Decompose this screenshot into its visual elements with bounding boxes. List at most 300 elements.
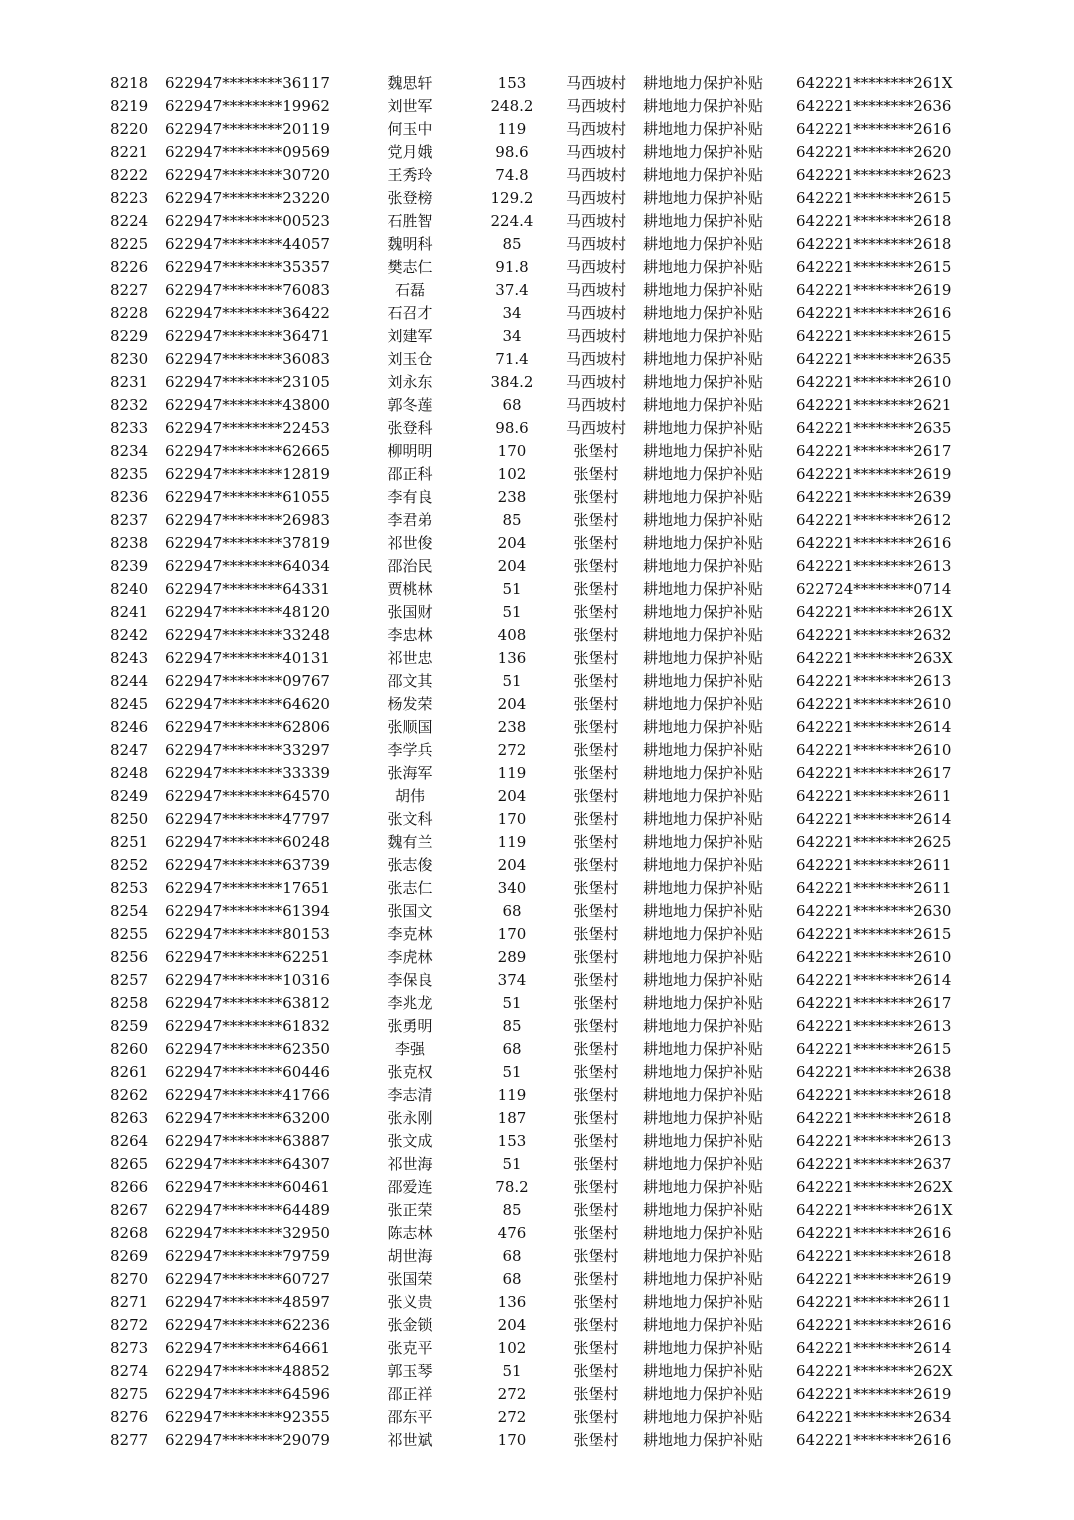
row-number: 8235 xyxy=(110,465,149,483)
person-name: 张克权 xyxy=(387,1063,433,1081)
id-number: 642221********2635 xyxy=(796,350,952,368)
account-number: 622947********32950 xyxy=(165,1224,330,1242)
row-number: 8233 xyxy=(110,419,149,437)
row-number: 8237 xyxy=(110,511,149,529)
village-name: 马西坡村 xyxy=(565,396,626,414)
subsidy-type: 耕地地力保护补贴 xyxy=(643,1201,764,1219)
subsidy-type: 耕地地力保护补贴 xyxy=(643,534,764,552)
id-number: 642221********2611 xyxy=(796,856,952,874)
village-name: 张堡村 xyxy=(573,488,619,506)
account-number: 622947********09569 xyxy=(165,143,330,161)
person-name: 李忠林 xyxy=(387,626,433,644)
account-number: 622947********64331 xyxy=(165,580,330,598)
table-row xyxy=(0,831,1074,854)
table-row xyxy=(0,1360,1074,1383)
village-name: 张堡村 xyxy=(573,1155,619,1173)
subsidy-type: 耕地地力保护补贴 xyxy=(643,695,764,713)
person-name: 王秀玲 xyxy=(387,166,433,184)
subsidy-amount: 384.2 xyxy=(490,373,534,391)
subsidy-amount: 68 xyxy=(502,902,522,920)
row-number: 8276 xyxy=(110,1408,149,1426)
subsidy-type: 耕地地力保护补贴 xyxy=(643,511,764,529)
subsidy-type: 耕地地力保护补贴 xyxy=(643,580,764,598)
row-number: 8244 xyxy=(110,672,149,690)
subsidy-amount: 170 xyxy=(497,925,527,943)
id-number: 642221********2616 xyxy=(796,1224,952,1242)
table-row xyxy=(0,1084,1074,1107)
subsidy-type: 耕地地力保护补贴 xyxy=(643,787,764,805)
subsidy-amount: 289 xyxy=(497,948,527,966)
person-name: 魏有兰 xyxy=(387,833,433,851)
subsidy-amount: 51 xyxy=(502,672,522,690)
subsidy-type: 耕地地力保护补贴 xyxy=(643,235,764,253)
id-number: 642221********262X xyxy=(796,1178,953,1196)
subsidy-amount: 187 xyxy=(497,1109,527,1127)
subsidy-amount: 98.6 xyxy=(495,143,529,161)
account-number: 622947********60727 xyxy=(165,1270,330,1288)
subsidy-amount: 170 xyxy=(497,810,527,828)
village-name: 张堡村 xyxy=(573,1431,619,1449)
id-number: 642221********2613 xyxy=(796,1132,952,1150)
id-number: 642221********2619 xyxy=(796,465,952,483)
village-name: 马西坡村 xyxy=(565,373,626,391)
id-number: 642221********2618 xyxy=(796,1109,952,1127)
person-name: 何玉中 xyxy=(387,120,433,138)
subsidy-type: 耕地地力保护补贴 xyxy=(643,741,764,759)
row-number: 8218 xyxy=(110,74,149,92)
subsidy-amount: 85 xyxy=(502,235,522,253)
id-number: 642221********2612 xyxy=(796,511,952,529)
table-row xyxy=(0,1222,1074,1245)
account-number: 622947********61055 xyxy=(165,488,330,506)
subsidy-amount: 102 xyxy=(497,1339,527,1357)
account-number: 622947********22453 xyxy=(165,419,330,437)
account-number: 622947********36083 xyxy=(165,350,330,368)
subsidy-type: 耕地地力保护补贴 xyxy=(643,1040,764,1058)
table-row xyxy=(0,1291,1074,1314)
subsidy-amount: 476 xyxy=(497,1224,527,1242)
subsidy-type: 耕地地力保护补贴 xyxy=(643,350,764,368)
subsidy-type: 耕地地力保护补贴 xyxy=(643,856,764,874)
person-name: 张勇明 xyxy=(387,1017,433,1035)
table-row xyxy=(0,302,1074,325)
account-number: 622947********92355 xyxy=(165,1408,330,1426)
table-row xyxy=(0,716,1074,739)
village-name: 张堡村 xyxy=(573,810,619,828)
subsidy-type: 耕地地力保护补贴 xyxy=(643,97,764,115)
id-number: 642221********2625 xyxy=(796,833,952,851)
row-number: 8261 xyxy=(110,1063,149,1081)
subsidy-amount: 34 xyxy=(502,304,522,322)
subsidy-amount: 34 xyxy=(502,327,522,345)
person-name: 张金锁 xyxy=(387,1316,433,1334)
subsidy-amount: 85 xyxy=(502,1201,522,1219)
subsidy-type: 耕地地力保护补贴 xyxy=(643,281,764,299)
person-name: 郭冬莲 xyxy=(387,396,433,414)
table-row xyxy=(0,785,1074,808)
subsidy-amount: 119 xyxy=(497,120,527,138)
table-row xyxy=(0,348,1074,371)
subsidy-amount: 170 xyxy=(497,442,527,460)
person-name: 邵正祥 xyxy=(387,1385,433,1403)
person-name: 李学兵 xyxy=(387,741,433,759)
table-row xyxy=(0,394,1074,417)
subsidy-amount: 37.4 xyxy=(495,281,529,299)
id-number: 642221********2630 xyxy=(796,902,952,920)
village-name: 马西坡村 xyxy=(565,350,626,368)
account-number: 622947********63200 xyxy=(165,1109,330,1127)
id-number: 642221********2636 xyxy=(796,97,952,115)
row-number: 8274 xyxy=(110,1362,149,1380)
village-name: 张堡村 xyxy=(573,1316,619,1334)
village-name: 马西坡村 xyxy=(565,419,626,437)
row-number: 8248 xyxy=(110,764,149,782)
village-name: 张堡村 xyxy=(573,879,619,897)
table-row xyxy=(0,1107,1074,1130)
village-name: 张堡村 xyxy=(573,1063,619,1081)
id-number: 642221********2615 xyxy=(796,189,952,207)
table-row xyxy=(0,1130,1074,1153)
subsidy-amount: 68 xyxy=(502,396,522,414)
subsidy-type: 耕地地力保护补贴 xyxy=(643,557,764,575)
village-name: 张堡村 xyxy=(573,718,619,736)
table-row xyxy=(0,969,1074,992)
subsidy-amount: 170 xyxy=(497,1431,527,1449)
row-number: 8257 xyxy=(110,971,149,989)
table-row xyxy=(0,578,1074,601)
subsidy-amount: 85 xyxy=(502,511,522,529)
person-name: 樊志仁 xyxy=(387,258,433,276)
person-name: 李克林 xyxy=(387,925,433,943)
person-name: 刘玉仓 xyxy=(387,350,433,368)
person-name: 石召才 xyxy=(387,304,433,322)
row-number: 8220 xyxy=(110,120,149,138)
account-number: 622947********62665 xyxy=(165,442,330,460)
id-number: 642221********2617 xyxy=(796,764,952,782)
id-number: 642221********2637 xyxy=(796,1155,952,1173)
subsidy-type: 耕地地力保护补贴 xyxy=(643,419,764,437)
subsidy-amount: 408 xyxy=(497,626,527,644)
village-name: 张堡村 xyxy=(573,1385,619,1403)
id-number: 642221********2616 xyxy=(796,1316,952,1334)
person-name: 张国荣 xyxy=(387,1270,433,1288)
table-row xyxy=(0,1337,1074,1360)
id-number: 642221********2618 xyxy=(796,212,952,230)
subsidy-type: 耕地地力保护补贴 xyxy=(643,1224,764,1242)
subsidy-type: 耕地地力保护补贴 xyxy=(643,1086,764,1104)
subsidy-amount: 119 xyxy=(497,764,527,782)
village-name: 马西坡村 xyxy=(565,212,626,230)
subsidy-type: 耕地地力保护补贴 xyxy=(643,442,764,460)
village-name: 张堡村 xyxy=(573,557,619,575)
table-row xyxy=(0,555,1074,578)
subsidy-amount: 136 xyxy=(497,1293,527,1311)
table-row xyxy=(0,486,1074,509)
table-row xyxy=(0,210,1074,233)
subsidy-type: 耕地地力保护补贴 xyxy=(643,1155,764,1173)
account-number: 622947********63812 xyxy=(165,994,330,1012)
person-name: 李保良 xyxy=(387,971,433,989)
table-row xyxy=(0,1268,1074,1291)
village-name: 张堡村 xyxy=(573,1339,619,1357)
person-name: 祁世斌 xyxy=(387,1431,433,1449)
village-name: 张堡村 xyxy=(573,787,619,805)
row-number: 8242 xyxy=(110,626,149,644)
subsidy-type: 耕地地力保护补贴 xyxy=(643,373,764,391)
account-number: 622947********23220 xyxy=(165,189,330,207)
id-number: 642221********2634 xyxy=(796,1408,952,1426)
subsidy-amount: 129.2 xyxy=(490,189,534,207)
subsidy-type: 耕地地力保护补贴 xyxy=(643,396,764,414)
table-row xyxy=(0,279,1074,302)
table-row xyxy=(0,762,1074,785)
subsidy-amount: 119 xyxy=(497,833,527,851)
person-name: 李虎林 xyxy=(387,948,433,966)
person-name: 张志俊 xyxy=(387,856,433,874)
table-row xyxy=(0,992,1074,1015)
subsidy-amount: 51 xyxy=(502,580,522,598)
village-name: 马西坡村 xyxy=(565,74,626,92)
account-number: 622947********64596 xyxy=(165,1385,330,1403)
table-row xyxy=(0,1153,1074,1176)
subsidy-type: 耕地地力保护补贴 xyxy=(643,1109,764,1127)
table-row xyxy=(0,923,1074,946)
village-name: 张堡村 xyxy=(573,1040,619,1058)
village-name: 张堡村 xyxy=(573,442,619,460)
table-row xyxy=(0,440,1074,463)
subsidy-amount: 68 xyxy=(502,1040,522,1058)
village-name: 张堡村 xyxy=(573,511,619,529)
id-number: 622724********0714 xyxy=(796,580,952,598)
subsidy-amount: 78.2 xyxy=(495,1178,529,1196)
subsidy-amount: 340 xyxy=(497,879,527,897)
table-row xyxy=(0,808,1074,831)
person-name: 刘永东 xyxy=(387,373,433,391)
subsidy-amount: 68 xyxy=(502,1247,522,1265)
person-name: 魏思轩 xyxy=(387,74,433,92)
subsidy-type: 耕地地力保护补贴 xyxy=(643,1017,764,1035)
person-name: 郭玉琴 xyxy=(387,1362,433,1380)
subsidy-amount: 119 xyxy=(497,1086,527,1104)
id-number: 642221********2617 xyxy=(796,994,952,1012)
row-number: 8266 xyxy=(110,1178,149,1196)
account-number: 622947********33297 xyxy=(165,741,330,759)
person-name: 李君弟 xyxy=(387,511,433,529)
person-name: 祁世海 xyxy=(387,1155,433,1173)
table-row xyxy=(0,164,1074,187)
table-row xyxy=(0,877,1074,900)
row-number: 8259 xyxy=(110,1017,149,1035)
id-number: 642221********2611 xyxy=(796,879,952,897)
village-name: 马西坡村 xyxy=(565,304,626,322)
id-number: 642221********2623 xyxy=(796,166,952,184)
row-number: 8247 xyxy=(110,741,149,759)
village-name: 张堡村 xyxy=(573,925,619,943)
subsidy-amount: 51 xyxy=(502,603,522,621)
village-name: 张堡村 xyxy=(573,649,619,667)
person-name: 陈志林 xyxy=(387,1224,433,1242)
row-number: 8272 xyxy=(110,1316,149,1334)
subsidy-amount: 51 xyxy=(502,1063,522,1081)
subsidy-type: 耕地地力保护补贴 xyxy=(643,488,764,506)
subsidy-table xyxy=(0,72,1074,1452)
row-number: 8225 xyxy=(110,235,149,253)
subsidy-amount: 51 xyxy=(502,994,522,1012)
person-name: 张国文 xyxy=(387,902,433,920)
village-name: 张堡村 xyxy=(573,1132,619,1150)
id-number: 642221********262X xyxy=(796,1362,953,1380)
village-name: 张堡村 xyxy=(573,534,619,552)
village-name: 张堡村 xyxy=(573,1408,619,1426)
subsidy-amount: 272 xyxy=(497,1408,527,1426)
subsidy-type: 耕地地力保护补贴 xyxy=(643,626,764,644)
table-row xyxy=(0,1061,1074,1084)
subsidy-amount: 153 xyxy=(497,1132,527,1150)
id-number: 642221********2611 xyxy=(796,1293,952,1311)
subsidy-type: 耕地地力保护补贴 xyxy=(643,465,764,483)
subsidy-type: 耕地地力保护补贴 xyxy=(643,764,764,782)
table-row xyxy=(0,854,1074,877)
subsidy-amount: 224.4 xyxy=(490,212,534,230)
person-name: 刘建军 xyxy=(387,327,433,345)
account-number: 622947********33339 xyxy=(165,764,330,782)
id-number: 642221********2618 xyxy=(796,235,952,253)
subsidy-amount: 85 xyxy=(502,1017,522,1035)
subsidy-type: 耕地地力保护补贴 xyxy=(643,1247,764,1265)
account-number: 622947********60248 xyxy=(165,833,330,851)
account-number: 622947********36471 xyxy=(165,327,330,345)
subsidy-amount: 74.8 xyxy=(495,166,529,184)
row-number: 8240 xyxy=(110,580,149,598)
village-name: 张堡村 xyxy=(573,1109,619,1127)
table-row xyxy=(0,1383,1074,1406)
subsidy-type: 耕地地力保护补贴 xyxy=(643,74,764,92)
person-name: 党月娥 xyxy=(387,143,433,161)
person-name: 张文科 xyxy=(387,810,433,828)
row-number: 8265 xyxy=(110,1155,149,1173)
id-number: 642221********2618 xyxy=(796,1247,952,1265)
account-number: 622947********19962 xyxy=(165,97,330,115)
subsidy-type: 耕地地力保护补贴 xyxy=(643,1339,764,1357)
village-name: 张堡村 xyxy=(573,1293,619,1311)
id-number: 642221********2632 xyxy=(796,626,952,644)
person-name: 李志清 xyxy=(387,1086,433,1104)
subsidy-amount: 272 xyxy=(497,741,527,759)
subsidy-type: 耕地地力保护补贴 xyxy=(643,304,764,322)
person-name: 张登榜 xyxy=(387,189,433,207)
village-name: 张堡村 xyxy=(573,1247,619,1265)
village-name: 马西坡村 xyxy=(565,258,626,276)
row-number: 8258 xyxy=(110,994,149,1012)
subsidy-amount: 204 xyxy=(497,856,527,874)
person-name: 祁世忠 xyxy=(387,649,433,667)
subsidy-type: 耕地地力保护补贴 xyxy=(643,718,764,736)
subsidy-type: 耕地地力保护补贴 xyxy=(643,143,764,161)
village-name: 张堡村 xyxy=(573,741,619,759)
person-name: 邵正科 xyxy=(387,465,433,483)
person-name: 李强 xyxy=(394,1040,425,1058)
subsidy-amount: 272 xyxy=(497,1385,527,1403)
person-name: 魏明科 xyxy=(387,235,433,253)
table-row xyxy=(0,1199,1074,1222)
account-number: 622947********20119 xyxy=(165,120,330,138)
account-number: 622947********63739 xyxy=(165,856,330,874)
subsidy-type: 耕地地力保护补贴 xyxy=(643,1385,764,1403)
subsidy-amount: 248.2 xyxy=(490,97,534,115)
account-number: 622947********60461 xyxy=(165,1178,330,1196)
row-number: 8223 xyxy=(110,189,149,207)
village-name: 张堡村 xyxy=(573,580,619,598)
row-number: 8243 xyxy=(110,649,149,667)
id-number: 642221********261X xyxy=(796,603,953,621)
id-number: 642221********2610 xyxy=(796,741,952,759)
id-number: 642221********261X xyxy=(796,1201,953,1219)
table-row xyxy=(0,187,1074,210)
id-number: 642221********2620 xyxy=(796,143,952,161)
subsidy-type: 耕地地力保护补贴 xyxy=(643,1270,764,1288)
person-name: 邵爱连 xyxy=(387,1178,433,1196)
subsidy-amount: 102 xyxy=(497,465,527,483)
row-number: 8271 xyxy=(110,1293,149,1311)
account-number: 622947********00523 xyxy=(165,212,330,230)
row-number: 8251 xyxy=(110,833,149,851)
subsidy-amount: 374 xyxy=(497,971,527,989)
account-number: 622947********47797 xyxy=(165,810,330,828)
person-name: 杨发荣 xyxy=(387,695,433,713)
subsidy-type: 耕地地力保护补贴 xyxy=(643,327,764,345)
row-number: 8227 xyxy=(110,281,149,299)
subsidy-type: 耕地地力保护补贴 xyxy=(643,1063,764,1081)
id-number: 642221********2614 xyxy=(796,718,952,736)
village-name: 马西坡村 xyxy=(565,281,626,299)
subsidy-amount: 204 xyxy=(497,1316,527,1334)
person-name: 张克平 xyxy=(387,1339,433,1357)
person-name: 张永刚 xyxy=(387,1109,433,1127)
row-number: 8245 xyxy=(110,695,149,713)
account-number: 622947********43800 xyxy=(165,396,330,414)
account-number: 622947********61832 xyxy=(165,1017,330,1035)
table-row xyxy=(0,601,1074,624)
person-name: 李兆龙 xyxy=(387,994,433,1012)
row-number: 8255 xyxy=(110,925,149,943)
person-name: 李有良 xyxy=(387,488,433,506)
account-number: 622947********10316 xyxy=(165,971,330,989)
id-number: 642221********2621 xyxy=(796,396,952,414)
row-number: 8273 xyxy=(110,1339,149,1357)
subsidy-amount: 204 xyxy=(497,534,527,552)
id-number: 642221********2619 xyxy=(796,1270,952,1288)
id-number: 642221********2616 xyxy=(796,534,952,552)
person-name: 张国财 xyxy=(387,603,433,621)
account-number: 622947********64620 xyxy=(165,695,330,713)
id-number: 642221********2616 xyxy=(796,304,952,322)
table-row xyxy=(0,72,1074,95)
subsidy-type: 耕地地力保护补贴 xyxy=(643,971,764,989)
subsidy-type: 耕地地力保护补贴 xyxy=(643,1362,764,1380)
account-number: 622947********62236 xyxy=(165,1316,330,1334)
table-row xyxy=(0,118,1074,141)
row-number: 8222 xyxy=(110,166,149,184)
account-number: 622947********62806 xyxy=(165,718,330,736)
table-row xyxy=(0,647,1074,670)
table-row xyxy=(0,1038,1074,1061)
subsidy-amount: 91.8 xyxy=(495,258,529,276)
table-row xyxy=(0,1015,1074,1038)
account-number: 622947********64570 xyxy=(165,787,330,805)
table-row xyxy=(0,417,1074,440)
table-row xyxy=(0,739,1074,762)
table-row xyxy=(0,141,1074,164)
